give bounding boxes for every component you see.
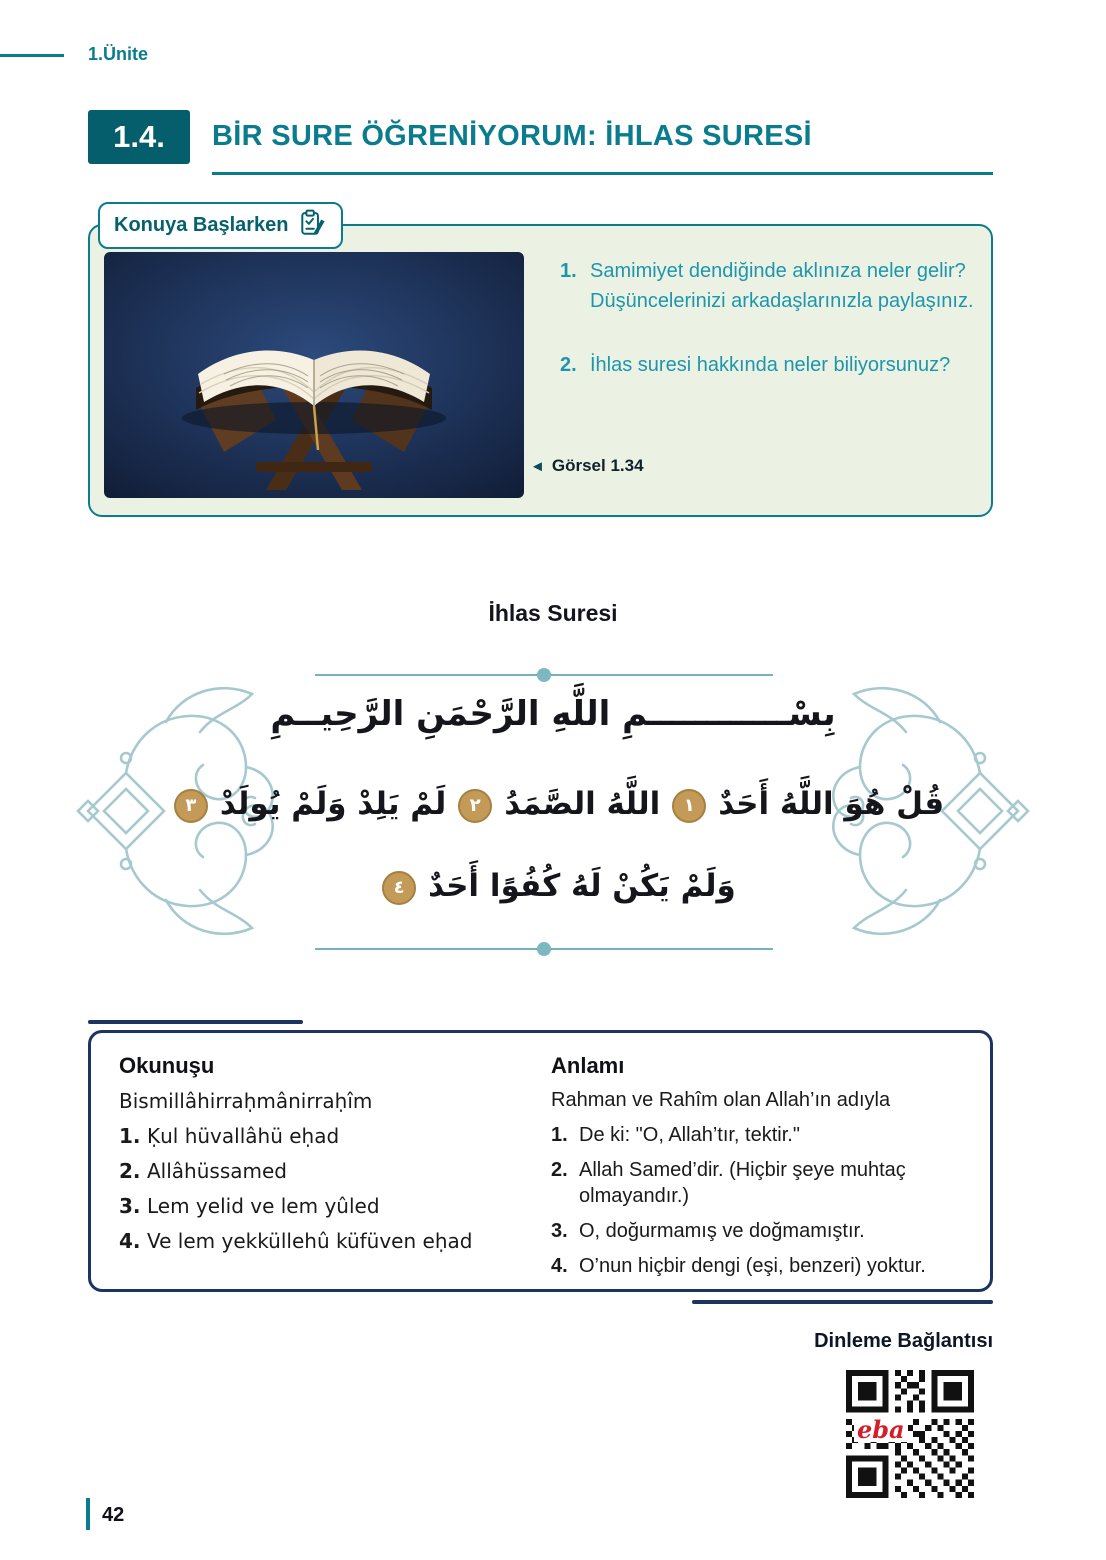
box-accent-top-left <box>88 1020 303 1024</box>
question-item <box>560 256 980 316</box>
question-number: 1. <box>560 260 577 282</box>
decorative-dot-top <box>537 668 551 682</box>
page-number-bar <box>86 1498 90 1530</box>
eba-logo: eba <box>854 1418 908 1442</box>
question-number: 2. <box>560 354 577 376</box>
reading-item <box>119 1123 519 1149</box>
question-item <box>560 350 980 380</box>
verse-text: وَلَمْ يَكُنْ لَهُ كُفُوًا أَحَدٌ <box>428 868 736 904</box>
decorative-dot-bottom <box>537 942 551 956</box>
box-accent-bottom-right <box>692 1300 993 1304</box>
listen-link-label: Dinleme Bağlantısı <box>814 1330 993 1352</box>
item-text: De ki: "O, Allah’tır, tektir." <box>579 1124 800 1146</box>
konuya-baslarken-label <box>98 202 343 249</box>
caption-arrow-icon: ◄ <box>530 457 545 475</box>
item-text: O’nun hiçbir dengi (eşi, benzeri) yoktur. <box>579 1255 926 1277</box>
verse-number-badge: ١ <box>672 789 706 823</box>
item-number: 3. <box>551 1220 568 1242</box>
item-number: 2. <box>551 1159 568 1181</box>
question-text: Samimiyet dendiğinde aklınıza neler gelir? Düşüncelerinizi arkadaşlarınızla paylaşınız. <box>590 260 974 312</box>
section-number-badge: 1.4. <box>88 110 190 164</box>
section-title: BİR SURE ÖĞRENİYORUM: İHLAS SURESİ <box>212 120 812 152</box>
reading-item <box>119 1158 519 1184</box>
verse-text: قُلْ هُوَ اللَّهُ أَحَدٌ <box>718 786 945 822</box>
unit-divider-line <box>0 54 64 57</box>
qr-code <box>846 1370 974 1498</box>
intro-questions <box>560 256 980 414</box>
item-text: Allah Samed’dir. (Hiçbir şeye muhtaç olmayandır.) <box>579 1159 906 1207</box>
unit-label: 1.Ünite <box>88 44 149 64</box>
reading-basmala: Bismillâhirraḥmânirraḥîm <box>119 1089 373 1113</box>
item-text: Allâhüssamed <box>147 1159 287 1183</box>
item-text: Lem yelid ve lem yûled <box>147 1194 380 1218</box>
section-title-underline <box>212 172 993 175</box>
item-text: O, doğurmamış ve doğmamıştır. <box>579 1220 865 1242</box>
reading-item <box>119 1193 519 1219</box>
item-number: 2. <box>119 1159 141 1183</box>
meaning-column <box>551 1053 976 1288</box>
surah-verse-line-2 <box>103 868 1003 905</box>
item-number: 4. <box>119 1229 141 1253</box>
item-number: 1. <box>551 1124 568 1146</box>
verse-number-badge: ٣ <box>174 789 208 823</box>
verse-number-badge: ٤ <box>382 871 416 905</box>
item-text: Ve lem yekküllehû küfüven eḥad <box>147 1229 473 1253</box>
basmala-text: بِسْــــــــــــمِ اللَّهِ الرَّحْمَنِ الرَّحِيــمِ <box>270 694 836 734</box>
item-number: 1. <box>119 1124 141 1148</box>
verse-number-badge: ٢ <box>458 789 492 823</box>
verse-text: اللَّهُ الصَّمَدُ <box>504 786 661 822</box>
reading-column <box>119 1053 519 1263</box>
page-number: 42 <box>102 1504 125 1526</box>
meaning-item <box>551 1157 976 1209</box>
reading-heading: Okunuşu <box>119 1053 215 1078</box>
item-number: 3. <box>119 1194 141 1218</box>
image-caption <box>530 456 644 476</box>
meaning-item <box>551 1253 976 1279</box>
verse-text: لَمْ يَلِدْ وَلَمْ يُولَدْ <box>219 786 447 822</box>
konuya-baslarken-panel <box>88 214 993 517</box>
surah-verse-line-1 <box>103 786 1003 823</box>
question-text: İhlas suresi hakkında neler biliyorsunuz? <box>590 354 951 376</box>
caption-text: Görsel 1.34 <box>551 456 644 475</box>
reading-meaning-box <box>88 1030 993 1292</box>
konuya-baslarken-label-text: Konuya Başlarken <box>114 214 289 236</box>
quran-photo <box>104 252 524 498</box>
meaning-item <box>551 1122 976 1148</box>
meaning-item <box>551 1218 976 1244</box>
meaning-heading: Anlamı <box>551 1053 625 1078</box>
surah-title: İhlas Suresi <box>488 600 618 626</box>
item-number: 4. <box>551 1255 568 1277</box>
checklist-icon <box>299 209 327 242</box>
reading-item <box>119 1228 519 1254</box>
item-text: Ḳul hüvallâhü eḥad <box>147 1124 340 1148</box>
meaning-basmala: Rahman ve Rahîm olan Allah’ın adıyla <box>551 1089 891 1111</box>
